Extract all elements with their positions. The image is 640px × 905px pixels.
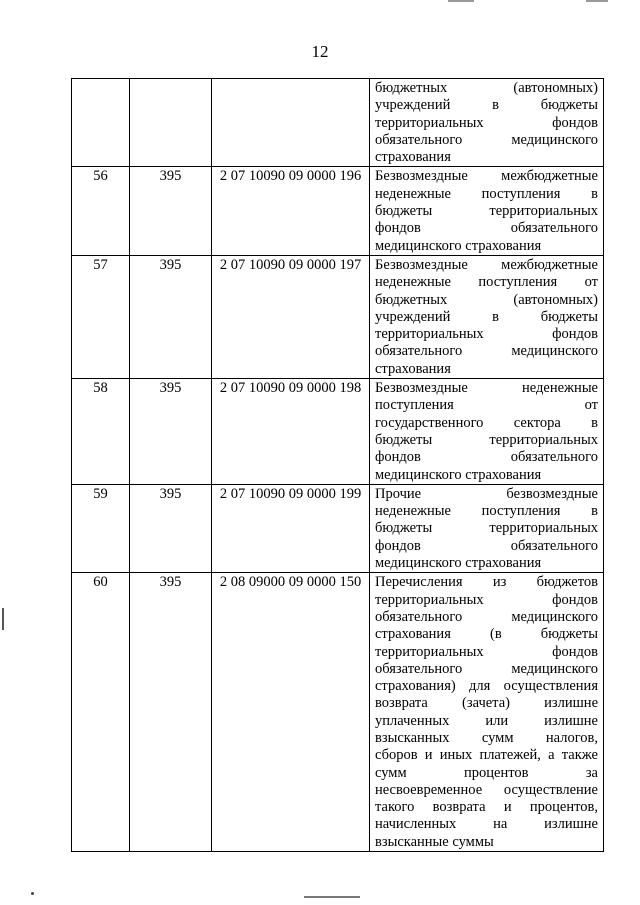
income-name-cell <box>370 167 604 255</box>
income-name-line: государственного сектора в <box>375 414 598 431</box>
income-code-cell <box>212 79 370 167</box>
income-name-line: неденежные поступления в <box>375 185 598 202</box>
table-row-continuation <box>72 79 604 167</box>
administrator-code-cell: 395 <box>130 167 212 255</box>
income-name-cell <box>370 79 604 167</box>
income-name-line: обязательного медицинского <box>375 343 598 360</box>
row-number-cell: 57 <box>72 255 130 378</box>
administrator-code-cell: 395 <box>130 379 212 485</box>
income-name-line: такого возврата и процентов, <box>375 799 598 816</box>
income-name-line: территориальных фондов <box>375 326 598 343</box>
income-name-line: учреждений в бюджеты <box>375 97 598 114</box>
income-name-line: Безвозмездные межбюджетные <box>375 256 598 273</box>
income-name-line: обязательного медицинского <box>375 131 598 148</box>
table-row <box>72 484 604 572</box>
income-name-line: взысканных сумм налогов, <box>375 729 598 746</box>
top-scan-mark <box>586 0 608 2</box>
income-name-line: медицинского страхования <box>375 237 542 254</box>
income-name-line: медицинского страхования <box>375 555 542 572</box>
income-name-line: страхования <box>375 149 451 166</box>
income-name-line: Прочие безвозмездные <box>375 485 598 502</box>
income-code-cell: 2 07 10090 09 0000 197 <box>212 255 370 378</box>
income-name-line: Перечисления из бюджетов <box>375 574 598 591</box>
income-name-line: фондов обязательного <box>375 537 598 554</box>
income-name-line: возврата (зачета) излишне <box>375 695 598 712</box>
administrator-code-cell: 395 <box>130 573 212 852</box>
bottom-scan-mark <box>304 896 360 898</box>
income-name-line: территориальных фондов <box>375 114 598 131</box>
income-name-line: обязательного медицинского <box>375 608 598 625</box>
income-code-cell: 2 07 10090 09 0000 199 <box>212 484 370 572</box>
income-name-line: Безвозмездные неденежные <box>375 380 598 397</box>
income-name-cell <box>370 484 604 572</box>
income-name-line: начисленных на излишне <box>375 816 598 833</box>
income-name-line: фондов обязательного <box>375 449 598 466</box>
income-name-line: поступления от <box>375 397 598 414</box>
income-name-line: неденежные поступления от <box>375 274 598 291</box>
income-code-cell: 2 08 09000 09 0000 150 <box>212 573 370 852</box>
administrator-code-cell <box>130 79 212 167</box>
scan-dot <box>31 892 34 895</box>
row-number-cell: 58 <box>72 379 130 485</box>
table-row <box>72 379 604 485</box>
income-name-line: учреждений в бюджеты <box>375 308 598 325</box>
income-name-line: бюджеты территориальных <box>375 520 598 537</box>
income-name-line: Безвозмездные межбюджетные <box>375 168 598 185</box>
income-name-line: страхования (в бюджеты <box>375 626 598 643</box>
table-row <box>72 255 604 378</box>
row-number-cell: 59 <box>72 484 130 572</box>
row-number-cell: 56 <box>72 167 130 255</box>
income-name-line: бюджетных (автономных) <box>375 80 598 96</box>
administrator-code-cell: 395 <box>130 255 212 378</box>
income-code-cell: 2 07 10090 09 0000 196 <box>212 167 370 255</box>
income-name-cell <box>370 573 604 852</box>
income-name-line: сборов и иных платежей, а также <box>375 747 598 764</box>
row-number-cell: 60 <box>72 573 130 852</box>
income-code-cell: 2 07 10090 09 0000 198 <box>212 379 370 485</box>
scan-edge-mark <box>2 608 4 630</box>
income-name-line: уплаченных или излишне <box>375 712 598 729</box>
row-number-cell <box>72 79 130 167</box>
income-name-line: неденежные поступления в <box>375 503 598 520</box>
page-number: 12 <box>311 42 329 61</box>
income-name-cell <box>370 255 604 378</box>
income-name-line: несвоевременное осуществление <box>375 781 598 798</box>
income-name-line: территориальных фондов <box>375 643 598 660</box>
income-name-line: бюджеты территориальных <box>375 431 598 448</box>
income-name-line: взысканные суммы <box>375 833 494 850</box>
income-name-line: сумм процентов за <box>375 764 598 781</box>
income-name-line: медицинского страхования <box>375 466 542 483</box>
income-name-line: страхования) для осуществления <box>375 678 598 695</box>
top-scan-mark <box>448 0 474 2</box>
income-name-line: обязательного медицинского <box>375 660 598 677</box>
income-name-line: территориальных фондов <box>375 591 598 608</box>
budget-classification-table <box>71 78 604 852</box>
table-row <box>72 167 604 255</box>
income-name-line: бюджеты территориальных <box>375 203 598 220</box>
administrator-code-cell: 395 <box>130 484 212 572</box>
table-row <box>72 573 604 852</box>
income-name-line: бюджетных (автономных) <box>375 291 598 308</box>
income-name-line: страхования <box>375 360 451 377</box>
income-name-cell <box>370 379 604 485</box>
income-name-line: фондов обязательного <box>375 220 598 237</box>
